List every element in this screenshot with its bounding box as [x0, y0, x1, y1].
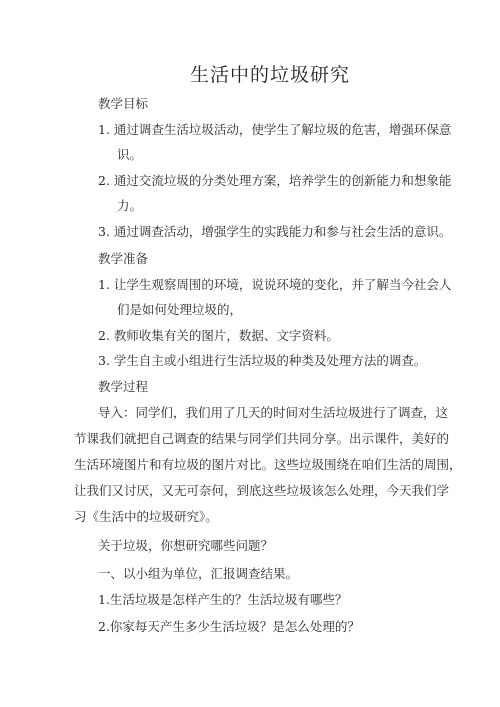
prep-item-1: 1. 让学生观察周围的环境，说说环境的变化，并了解当今社会人: [98, 277, 452, 292]
question-line: 关于垃圾，你想研究哪些问题？: [98, 538, 274, 553]
prep-item-1-cont: 们是如何处理垃圾的，: [117, 302, 243, 317]
intro-line-4: 让我们又讨厌，又无可奈何，到底这些垃圾该怎么处理，今天我们学: [74, 483, 450, 498]
intro-line-3: 生活环境图片和有垃圾的图片对比。这些垃圾围绕在咱们生活的周围，: [74, 457, 462, 472]
intro-line-2: 节课我们就把自己调查的结果与同学们共同分享。出示课件，美好的: [74, 431, 450, 446]
intro-line-5: 习《生活中的垃圾研究》。: [74, 509, 218, 524]
goal-item-2: 2. 通过交流垃圾的分类处理方案，培养学生的创新能力和想象能: [98, 173, 452, 188]
prep-item-3: 3. 学生自主或小组进行生活垃圾的种类及处理方法的调查。: [98, 353, 427, 368]
section-heading-prep: 教学准备: [98, 251, 149, 266]
step1-item-2: 2.你家每天产生多少生活垃圾？是怎么处理的？: [98, 619, 360, 634]
goal-item-1: 1. 通过调查生活垃圾活动，使学生了解垃圾的危害，增强环保意: [98, 122, 452, 137]
section-heading-goals: 教学目标: [98, 96, 149, 111]
page-title: 生活中的垃圾研究: [189, 64, 350, 86]
prep-item-2: 2. 教师收集有关的图片，数据、文字资料。: [98, 328, 339, 343]
goal-item-1-cont: 识。: [117, 147, 143, 162]
goal-item-3: 3. 通过调查活动，增强学生的实践能力和参与社会生活的意识。: [98, 224, 452, 239]
intro-line-1: 导入：同学们，我们用了几天的时间对生活垃圾进行了调查，这: [98, 405, 449, 420]
goal-item-2-cont: 力。: [117, 198, 143, 213]
step1-item-1: 1.生活垃圾是怎样产生的？生活垃圾有哪些？: [98, 592, 348, 607]
step1-heading: 一、以小组为单位，汇报调查结果。: [98, 566, 299, 581]
section-heading-process: 教学过程: [98, 379, 149, 394]
